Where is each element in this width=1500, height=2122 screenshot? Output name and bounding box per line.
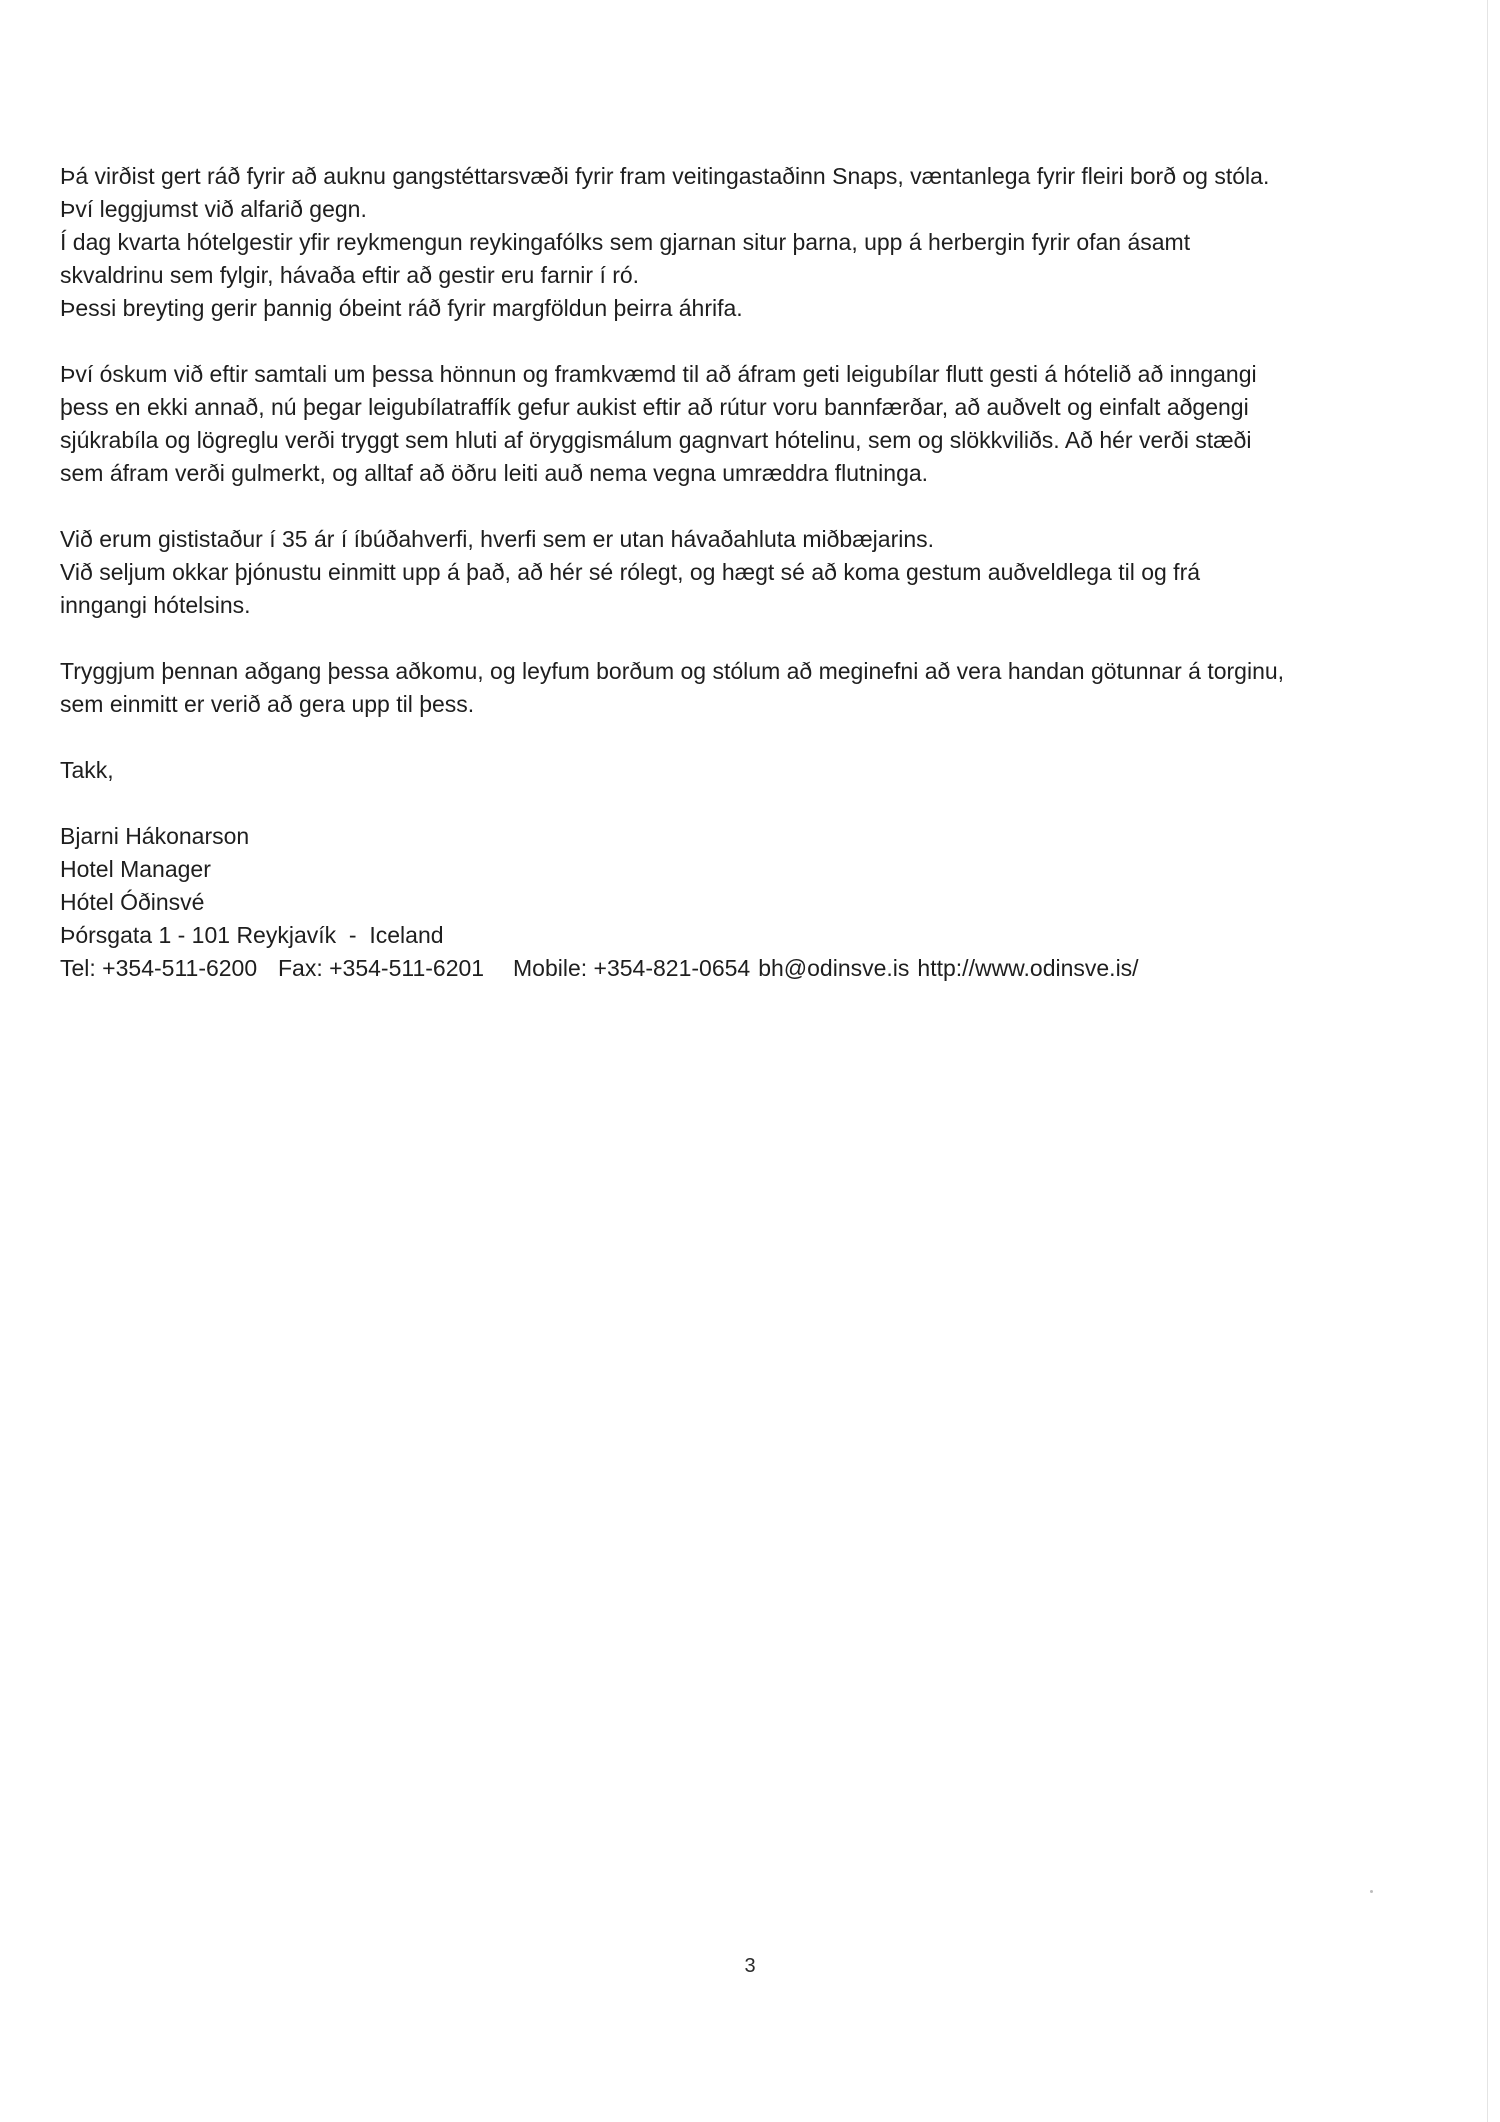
- signature-name: Bjarni Hákonarson: [60, 823, 250, 849]
- signature-hotel: Hótel Óðinsvé: [60, 889, 205, 915]
- text-line: Þá virðist gert ráð fyrir að auknu gangstéttarsvæði fyrir fram veitingastaðinn Snaps, væntanlega fyrir fleiri borð og stóla.: [60, 163, 1270, 189]
- signature-title: Hotel Manager: [60, 856, 211, 882]
- paragraph-3: [60, 523, 1410, 622]
- contact-row: [60, 952, 1410, 985]
- text-line: inngangi hótelsins.: [60, 592, 251, 618]
- text-line: Tryggjum þennan aðgang þessa aðkomu, og leyfum borðum og stólum að meginefni að vera handan götunnar á torginu,: [60, 658, 1285, 684]
- text-line: Í dag kvarta hótelgestir yfir reykmengun reykingafólks sem gjarnan situr þarna, upp á herbergin fyrir ofan ásamt: [60, 229, 1191, 255]
- text-line: sem áfram verði gulmerkt, og alltaf að öðru leiti auð nema vegna umræddra flutninga.: [60, 460, 929, 486]
- text-line: Því óskum við eftir samtali um þessa hönnun og framkvæmd til að áfram geti leigubílar flutt gesti á hótelið að inngangi: [60, 361, 1257, 387]
- scan-speck: [1370, 1890, 1373, 1893]
- signature-address: Þórsgata 1 - 101 Reykjavík - Iceland: [60, 922, 444, 948]
- email-link[interactable]: bh@odinsve.is: [758, 955, 910, 981]
- paragraph-1: [60, 160, 1410, 325]
- mobile-number: Mobile: +354-821-0654: [513, 955, 751, 981]
- text-line: Við seljum okkar þjónustu einmitt upp á það, að hér sé rólegt, og hægt sé að koma gestum auðveldlega til og frá: [60, 559, 1201, 585]
- closing-text: Takk,: [60, 757, 114, 783]
- text-line: þess en ekki annað, nú þegar leigubílatraffík gefur aukist eftir að rútur voru bannfærðar, að auðvelt og einfalt aðgengi: [60, 394, 1249, 420]
- paragraph-4: [60, 655, 1410, 721]
- paragraph-2: [60, 358, 1410, 490]
- text-line: Því leggjumst við alfarið gegn.: [60, 196, 367, 222]
- text-line: Við erum gististaður í 35 ár í íbúðahverfi, hverfi sem er utan hávaðahluta miðbæjarins.: [60, 526, 935, 552]
- letter-body: [60, 160, 1410, 985]
- page-number: 3: [744, 1955, 756, 1977]
- scan-edge-line: [1487, 0, 1488, 2122]
- text-line: Þessi breyting gerir þannig óbeint ráð fyrir margföldun þeirra áhrifa.: [60, 295, 743, 321]
- fax-number: Fax: +354-511-6201: [278, 955, 485, 981]
- website-link[interactable]: http://www.odinsve.is/: [917, 955, 1139, 981]
- phone-number: Tel: +354-511-6200: [60, 955, 258, 981]
- closing: [60, 754, 1410, 787]
- text-line: sem einmitt er verið að gera upp til þess.: [60, 691, 475, 717]
- signature-block: [60, 820, 1410, 985]
- text-line: sjúkrabíla og lögreglu verði tryggt sem hluti af öryggismálum gagnvart hótelinu, sem og slökkviliðs. Að hér verði stæði: [60, 427, 1252, 453]
- text-line: skvaldrinu sem fylgir, hávaða eftir að gestir eru farnir í ró.: [60, 262, 640, 288]
